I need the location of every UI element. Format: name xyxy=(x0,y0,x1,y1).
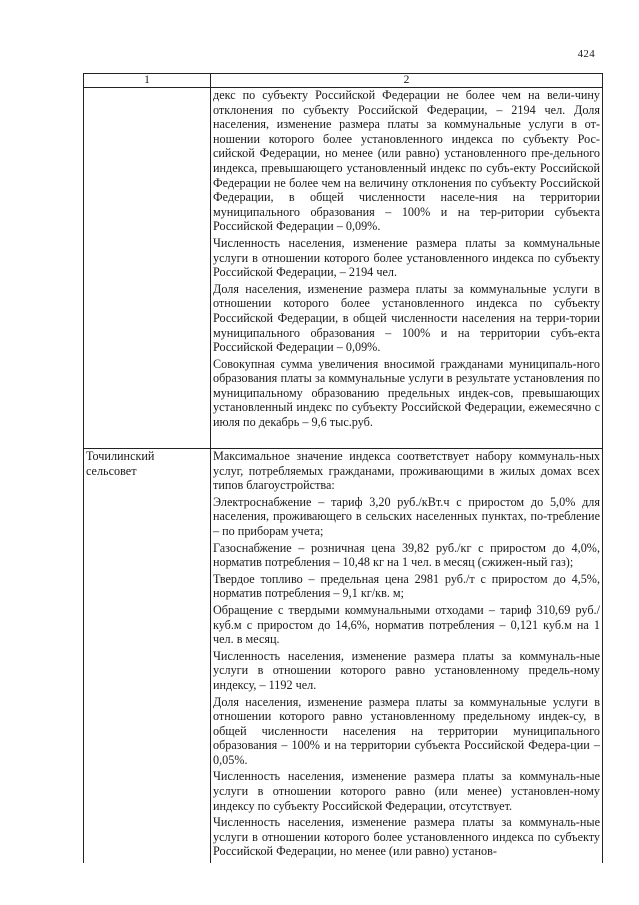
row-text-cell xyxy=(211,449,603,864)
paragraph: Численность населения, изменение размера платы за коммуналь-ные услуги в отношении которого равно установленному предель-ному индексу, – 1192 чел. xyxy=(213,648,600,692)
document-table xyxy=(83,73,603,863)
table-row xyxy=(84,88,603,449)
paragraph: Электроснабжение – тариф 3,20 руб./кВт.ч с приростом до 5,0% для населения, проживающего в сельских населенных пунктах, по-требление – по приборам учета; xyxy=(213,494,600,538)
paragraph: Численность населения, изменение размера платы за коммунальные услуги в отношении которого более установленного индекса по субъекту Российской Федерации, – 2194 чел. xyxy=(213,235,600,280)
row-text-cell xyxy=(211,88,603,449)
paragraph: Твердое топливо – предельная цена 2981 руб./т с приростом до 4,5%, норматив потребления – 9,1 кг/кв. м; xyxy=(213,571,600,601)
paragraph: Газоснабжение – розничная цена 39,82 руб./кг с приростом до 4,0%, норматив потребления – 10,48 кг на 1 чел. в месяц (сжижен-ный газ); xyxy=(213,540,600,570)
paragraph: декс по субъекту Российской Федерации не более чем на вели-чину отклонения по субъекту Российской Федерации, – 2194 чел. Доля населения, изменение размера платы за коммунальные услуги в от-ношении которого более установленного индекса по субъекту Рос-сийской Федерации, но менее (или равно) установленного пре-дельного индекса, превышающего установленный индекс по субъ-екту Российской Федерации не более чем на величину отклонения по субъекту Российской Федерации, в общей численности населе-ния на территории муниципального образования – 100% и на тер-ритории субъекта Российской Федерации – 0,09%. xyxy=(213,88,600,234)
row-name-cell: Точилинский сельсовет xyxy=(84,449,211,864)
paragraph: Доля населения, изменение размера платы за коммунальные услуги в отношении которого равно установленному предельному индек-су, в общей численности населения на территории муниципального образования – 100% и на территории субъекта Российской Федера-ции – 0,05%. xyxy=(213,694,600,767)
table-row xyxy=(84,449,603,864)
paragraph: Численность населения, изменение размера платы за коммуналь-ные услуги в отношении которого более установленного индекса по субъекту Российской Федерации, но менее (или равно) установ- xyxy=(213,815,600,859)
paragraph: Обращение с твердыми коммунальными отходами – тариф 310,69 руб./куб.м с приростом до 14,6%, норматив потребления – 0,121 куб.м на 1 чел. в месяц. xyxy=(213,602,600,647)
page-number: 424 xyxy=(577,48,595,60)
paragraph: Максимальное значение индекса соответствует набору коммуналь-ных услуг, потребляемых гражданами, проживающими в жилых домах всех типов благоустройства: xyxy=(213,449,600,493)
row-name-cell xyxy=(84,88,211,449)
column-header-1: 1 xyxy=(84,74,211,88)
column-header-2: 2 xyxy=(211,74,603,88)
paragraph: Совокупная сумма увеличения вносимой гражданами муниципаль-ного образования платы за коммунальные услуги в результате установления по муниципальному образованию предельных индек-сов, превышающих установленный индекс по субъекту Российской Федерации, ежемесячно с июля по декабрь – 9,6 тыс.руб. xyxy=(213,356,600,430)
paragraph: Доля населения, изменение размера платы за коммунальные услуги в отношении которого более установленного индекса по субъекту Российской Федерации, в общей численности населения на терри-тории муниципального образования – 100% и на территории субъ-екта Российской Федерации – 0,09%. xyxy=(213,281,600,355)
table-header-row xyxy=(84,74,603,88)
paragraph: Численность населения, изменение размера платы за коммуналь-ные услуги в отношении которого равно (или менее) установлен-ному индексу по субъекту Российской Федерации, отсутствует. xyxy=(213,769,600,813)
